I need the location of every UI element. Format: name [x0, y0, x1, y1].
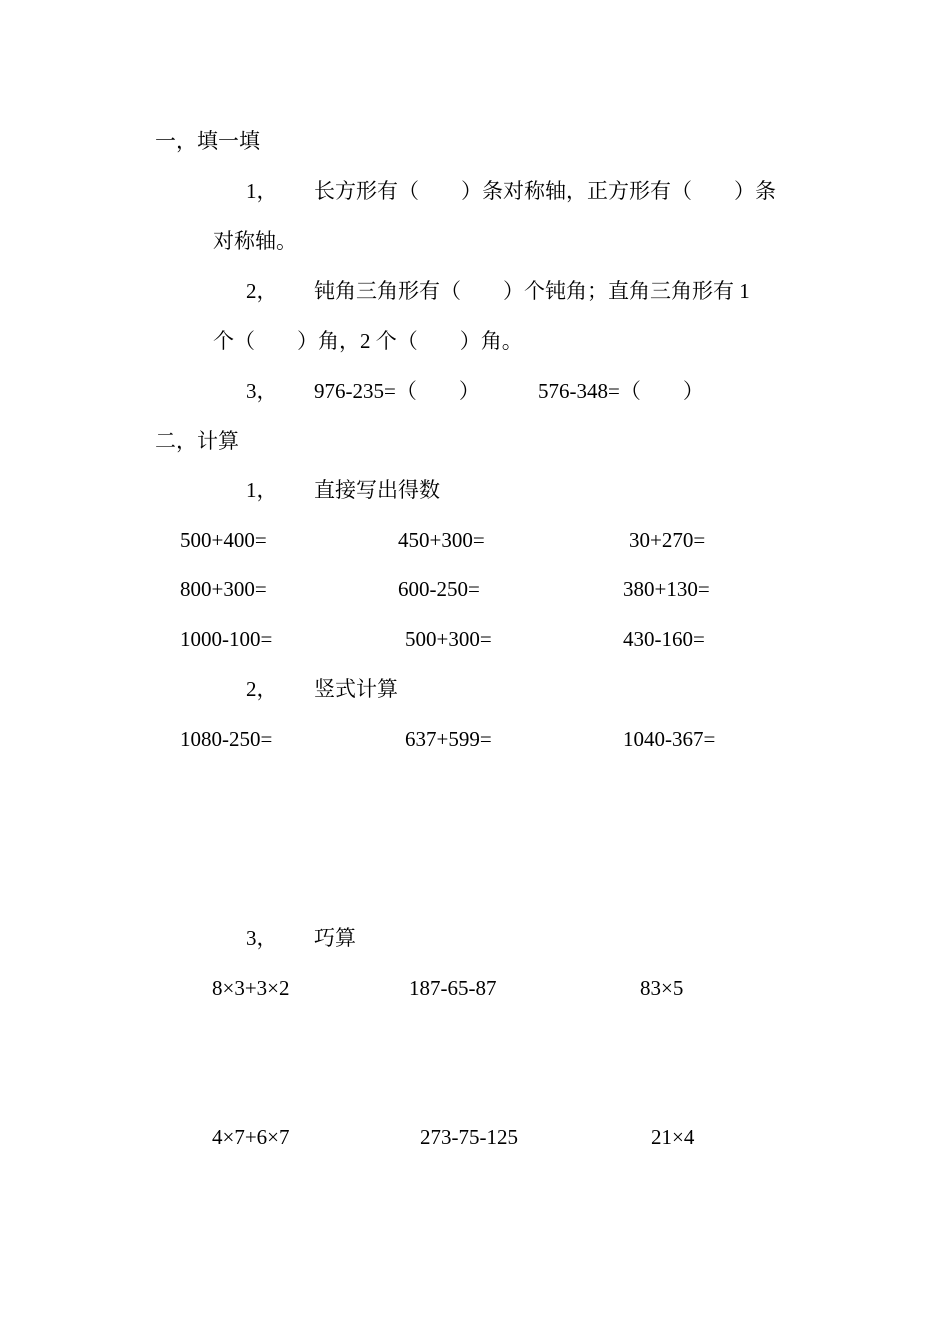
question-2-line-2: 个（ ）角，2 个（ ）角。	[213, 329, 523, 353]
part-number-3: 3，	[246, 926, 278, 950]
mental-math-item: 1000-100=	[180, 627, 273, 651]
question-1-line-1: 长方形有（ ）条对称轴，正方形有（ ）条	[314, 179, 776, 203]
question-number-3: 3，	[246, 379, 278, 403]
mental-math-item: 450+300=	[398, 528, 485, 552]
mental-math-item: 30+270=	[629, 528, 706, 552]
question-2-line-1: 钝角三角形有（ ）个钝角；直角三角形有 1	[314, 279, 750, 303]
mental-math-item: 500+400=	[180, 528, 267, 552]
part-number-1: 1，	[246, 478, 278, 502]
section-heading-calculate: 二，计算	[155, 429, 239, 453]
part-2-title: 竖式计算	[314, 677, 398, 701]
mental-math-item: 800+300=	[180, 577, 267, 601]
clever-calc-item: 187-65-87	[409, 976, 497, 1000]
question-3-expression-2: 576-348=（ ）	[538, 379, 704, 403]
mental-math-item: 600-250=	[398, 577, 480, 601]
clever-calc-item: 273-75-125	[420, 1125, 518, 1149]
mental-math-item: 430-160=	[623, 627, 705, 651]
section-heading-fill-in: 一，填一填	[155, 129, 260, 153]
question-number-1: 1，	[246, 179, 278, 203]
vertical-calc-item: 1040-367=	[623, 727, 716, 751]
part-1-title: 直接写出得数	[314, 478, 440, 502]
question-number-2: 2，	[246, 279, 278, 303]
question-1-line-2: 对称轴。	[213, 229, 297, 253]
part-number-2: 2，	[246, 677, 278, 701]
mental-math-item: 380+130=	[623, 577, 710, 601]
clever-calc-item: 83×5	[640, 976, 684, 1000]
part-3-title: 巧算	[314, 926, 356, 950]
clever-calc-item: 4×7+6×7	[212, 1125, 290, 1149]
clever-calc-item: 8×3+3×2	[212, 976, 290, 1000]
vertical-calc-item: 637+599=	[405, 727, 492, 751]
clever-calc-item: 21×4	[651, 1125, 695, 1149]
question-3-expression-1: 976-235=（ ）	[314, 379, 480, 403]
mental-math-item: 500+300=	[405, 627, 492, 651]
vertical-calc-item: 1080-250=	[180, 727, 273, 751]
